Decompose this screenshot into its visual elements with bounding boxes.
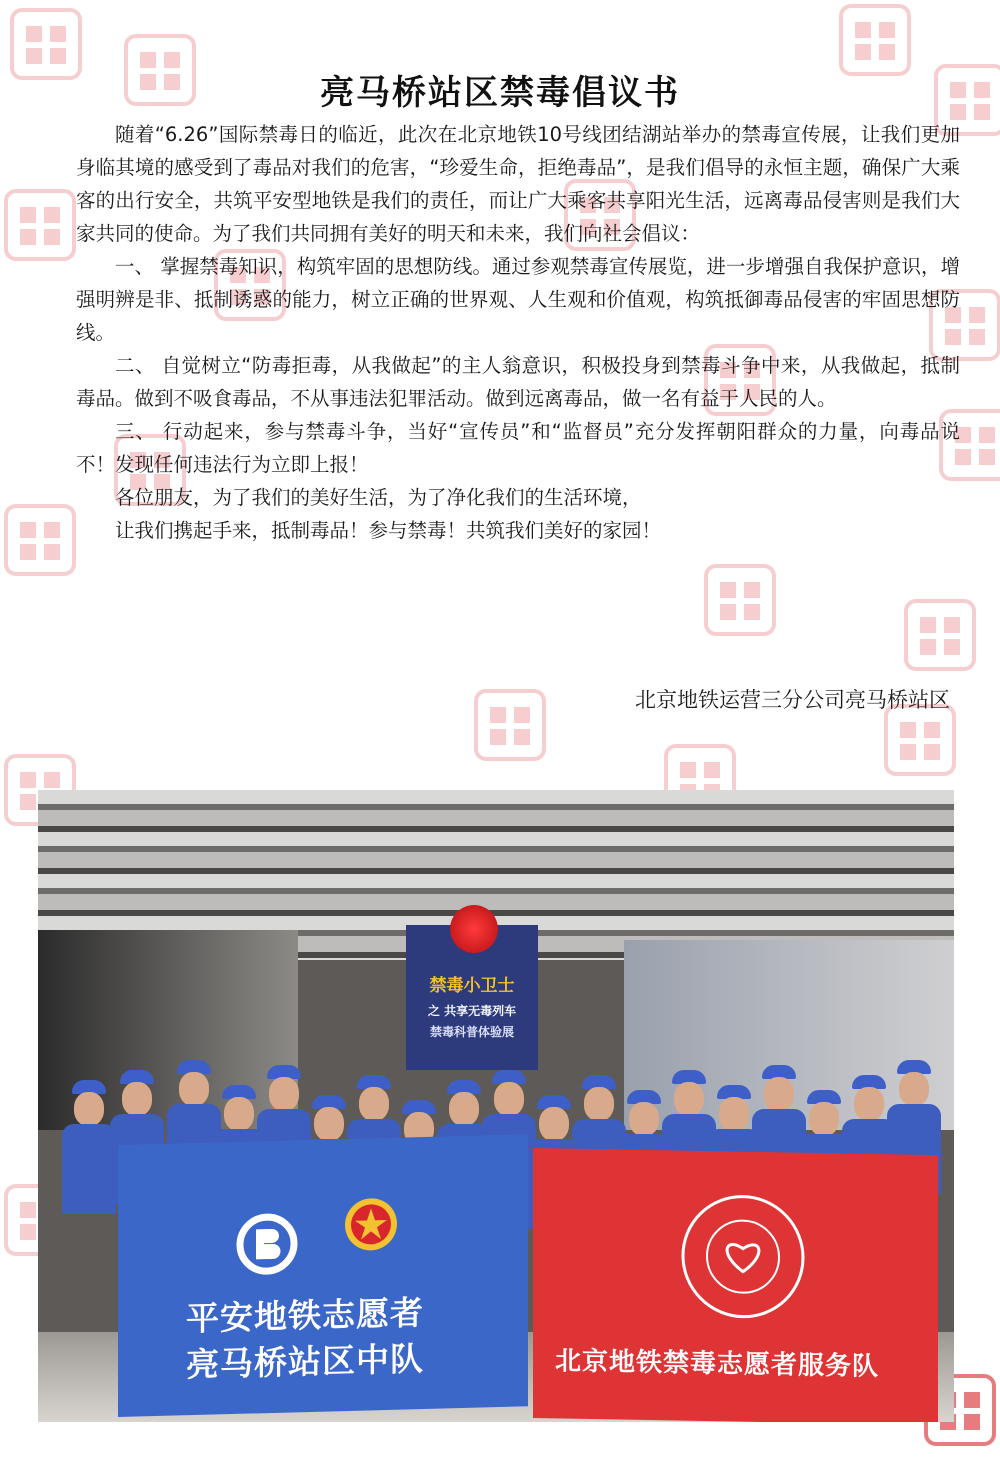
proposal-body: [76, 118, 960, 547]
exhibit-board-line1: 禁毒小卫士: [429, 976, 515, 996]
exhibit-board-line2: 之 共享无毒列车: [427, 1004, 517, 1018]
blue-banner: [118, 1134, 528, 1417]
paragraph-closing-1: 各位朋友，为了我们的美好生活，为了净化我们的生活环境，: [115, 486, 642, 509]
youth-league-emblem-icon: [343, 1196, 399, 1253]
red-banner-line: 北京地铁禁毒志愿者服务队: [555, 1346, 880, 1383]
watermark-seal-icon: [0, 500, 80, 580]
group-photo: [38, 790, 954, 1422]
signature: 北京地铁运营三分公司亮马桥站区: [635, 688, 950, 712]
watermark-seal-icon: [900, 595, 980, 675]
paragraph-point-2: 二、 自觉树立“防毒拒毒，从我做起”的主人翁意识，积极投身到禁毒斗争中来，从我做起，抵制毒品。做到不吸食毒品，不从事违法犯罪活动。做到远离毒品，做一名有益于人民的人。: [76, 354, 960, 410]
paragraph-point-1: 一、 掌握禁毒知识，构筑牢固的思想防线。通过参观禁毒宣传展览，进一步增强自我保护意识，增强明辨是非、抵制诱惑的能力，树立正确的世界观、人生观和价值观，构筑抵御毒品侵害的牢固思想防线。: [76, 255, 960, 344]
red-banner: [533, 1148, 938, 1422]
page-title: 亮马桥站区禁毒倡议书: [320, 72, 680, 113]
paragraph-closing-2: 让我们携起手来，抵制毒品！参与禁毒！共筑我们美好的家园！: [115, 519, 662, 542]
watermark-seal-icon: [0, 185, 80, 265]
blue-banner-line1: 平安地铁志愿者: [186, 1292, 424, 1339]
narcotics-volunteer-seal-icon: [678, 1191, 808, 1323]
paragraph-intro: 随着“6.26”国际禁毒日的临近，此次在北京地铁10号线团结湖站举办的禁毒宣传展，让我们更加身临其境的感受到了毒品对我们的危害，“珍爱生命，拒绝毒品”，是我们倡导的永恒主题，确保广大乘客的出行安全，共筑平安型地铁是我们的责任，而让广大乘客共享阳光生活，远离毒品侵害则是我们大家共同的使命。为了我们共同拥有美好的明天和未来，我们向社会倡议：: [76, 123, 960, 245]
beijing-subway-logo-icon: [236, 1212, 298, 1276]
paragraph-point-3: 三、 行动起来，参与禁毒斗争，当好“宣传员”和“监督员”充分发挥朝阳群众的力量，向毒品说不！发现任何违法行为立即上报！: [76, 420, 960, 476]
red-ribbon-flower-icon: [450, 905, 498, 953]
watermark-seal-icon: [470, 685, 550, 765]
blue-banner-line2: 亮马桥站区中队: [186, 1338, 424, 1385]
watermark-seal-icon: [700, 560, 780, 640]
exhibit-board-line3: 禁毒科普体验展: [429, 1025, 514, 1039]
